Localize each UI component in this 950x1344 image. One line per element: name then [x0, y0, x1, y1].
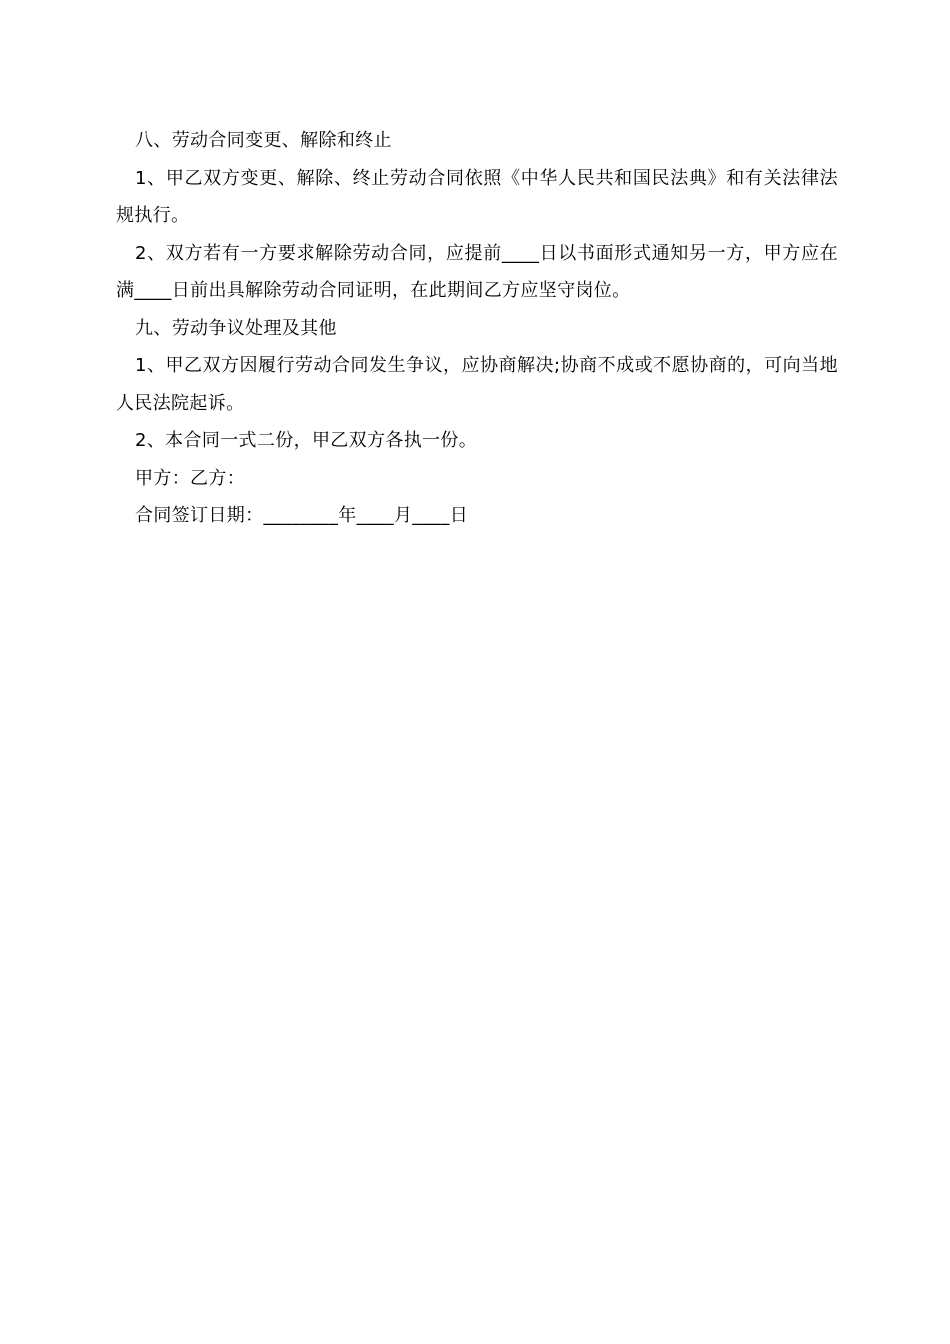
clause-copies: 2、本合同一式二份，甲乙双方各执一份。 — [135, 430, 478, 451]
document-body — [116, 122, 838, 535]
clause-dispute-resolution: 1、甲乙双方因履行劳动合同发生争议，应协商解决;协商不成或不愿协商的，可向当地人民法院起诉。 — [116, 355, 838, 414]
section-heading-dispute: 九、劳动争议处理及其他 — [135, 317, 337, 339]
section-heading-contract-change: 八、劳动合同变更、解除和终止 — [135, 130, 392, 151]
signing-date: 合同签订日期：________年____月____日 — [135, 505, 469, 526]
clause-termination-notice: 2、双方若有一方要求解除劳动合同，应提前____日以书面形式通知另一方，甲方应在满____日前出具解除劳动合同证明，在此期间乙方应坚守岗位。 — [116, 242, 838, 301]
signature-parties: 甲方：乙方： — [135, 467, 246, 489]
clause-change-termination-law: 1、甲乙双方变更、解除、终止劳动合同依照《中华人民共和国民法典》和有关法律法规执行。 — [116, 167, 838, 226]
